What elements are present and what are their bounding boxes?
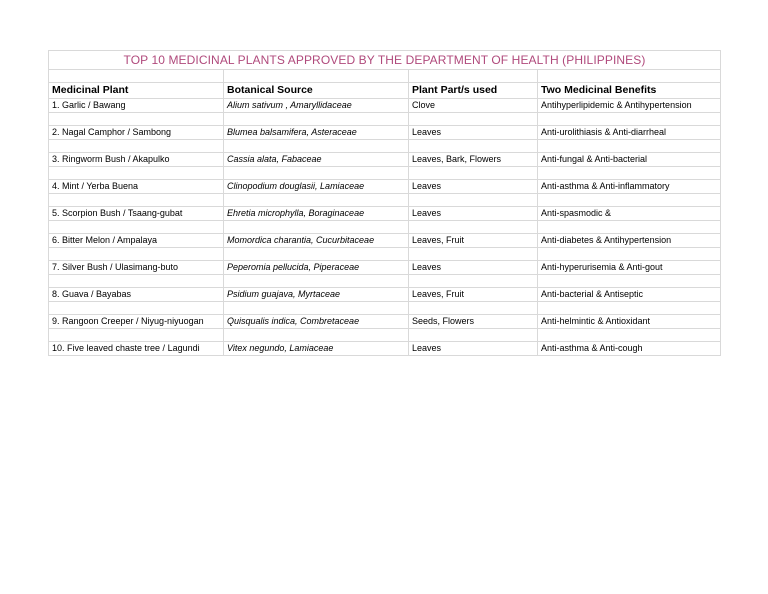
empty-cell[interactable] xyxy=(538,302,721,315)
plant-part-cell[interactable]: Leaves xyxy=(409,342,538,356)
empty-cell[interactable] xyxy=(538,194,721,207)
empty-cell[interactable] xyxy=(409,113,538,126)
table-row xyxy=(49,234,721,248)
header-row xyxy=(49,83,721,99)
spacer-row xyxy=(49,302,721,315)
plant-part-cell[interactable]: Leaves xyxy=(409,180,538,194)
benefits-cell[interactable]: Anti-urolithiasis & Anti-diarrheal xyxy=(538,126,721,140)
empty-cell[interactable] xyxy=(538,140,721,153)
sheet-title: TOP 10 MEDICINAL PLANTS APPROVED BY THE DEPARTMENT OF HEALTH (PHILIPPINES) xyxy=(49,51,721,70)
empty-cell[interactable] xyxy=(224,248,409,261)
empty-cell[interactable] xyxy=(538,113,721,126)
plant-part-cell[interactable]: Leaves, Bark, Flowers xyxy=(409,153,538,167)
empty-cell[interactable] xyxy=(49,221,224,234)
spacer-row xyxy=(49,113,721,126)
table-row xyxy=(49,126,721,140)
plant-part-cell[interactable]: Leaves, Fruit xyxy=(409,288,538,302)
plant-part-cell[interactable]: Leaves xyxy=(409,207,538,221)
header-benefits[interactable]: Two Medicinal Benefits xyxy=(538,83,721,99)
header-plant-part[interactable]: Plant Part/s used xyxy=(409,83,538,99)
empty-cell[interactable] xyxy=(409,140,538,153)
empty-cell[interactable] xyxy=(49,248,224,261)
empty-cell[interactable] xyxy=(49,167,224,180)
empty-cell[interactable] xyxy=(224,221,409,234)
empty-cell[interactable] xyxy=(409,70,538,83)
empty-cell[interactable] xyxy=(224,329,409,342)
benefits-cell[interactable]: Anti-fungal & Anti-bacterial xyxy=(538,153,721,167)
empty-cell[interactable] xyxy=(224,113,409,126)
table-row xyxy=(49,99,721,113)
empty-cell[interactable] xyxy=(49,275,224,288)
empty-cell[interactable] xyxy=(538,221,721,234)
empty-cell[interactable] xyxy=(409,167,538,180)
empty-cell[interactable] xyxy=(224,275,409,288)
spacer-row xyxy=(49,70,721,83)
botanical-source-cell[interactable]: Quisqualis indica, Combretaceae xyxy=(224,315,409,329)
empty-cell[interactable] xyxy=(49,70,224,83)
table-row xyxy=(49,315,721,329)
benefits-cell[interactable]: Anti-asthma & Anti-cough xyxy=(538,342,721,356)
header-botanical-source[interactable]: Botanical Source xyxy=(224,83,409,99)
botanical-source-cell[interactable]: Peperomia pellucida, Piperaceae xyxy=(224,261,409,275)
plant-name-cell[interactable]: 10. Five leaved chaste tree / Lagundi xyxy=(49,342,224,356)
empty-cell[interactable] xyxy=(49,329,224,342)
botanical-source-cell[interactable]: Ehretia microphylla, Boraginaceae xyxy=(224,207,409,221)
spacer-row xyxy=(49,329,721,342)
benefits-cell[interactable]: Anti-hyperurisemia & Anti-gout xyxy=(538,261,721,275)
plant-name-cell[interactable]: 7. Silver Bush / Ulasimang-buto xyxy=(49,261,224,275)
benefits-cell[interactable]: Anti-bacterial & Antiseptic xyxy=(538,288,721,302)
spacer-row xyxy=(49,248,721,261)
botanical-source-cell[interactable]: Alium sativum , Amaryllidaceae xyxy=(224,99,409,113)
empty-cell[interactable] xyxy=(224,302,409,315)
botanical-source-cell[interactable]: Vitex negundo, Lamiaceae xyxy=(224,342,409,356)
empty-cell[interactable] xyxy=(224,70,409,83)
plant-name-cell[interactable]: 3. Ringworm Bush / Akapulko xyxy=(49,153,224,167)
empty-cell[interactable] xyxy=(409,194,538,207)
title-row xyxy=(49,51,721,70)
spacer-row xyxy=(49,194,721,207)
spreadsheet-table xyxy=(48,50,721,356)
plant-part-cell[interactable]: Clove xyxy=(409,99,538,113)
botanical-source-cell[interactable]: Momordica charantia, Cucurbitaceae xyxy=(224,234,409,248)
botanical-source-cell[interactable]: Cassia alata, Fabaceae xyxy=(224,153,409,167)
empty-cell[interactable] xyxy=(538,275,721,288)
benefits-cell[interactable]: Anti-diabetes & Antihypertension xyxy=(538,234,721,248)
plant-part-cell[interactable]: Seeds, Flowers xyxy=(409,315,538,329)
empty-cell[interactable] xyxy=(538,329,721,342)
table-row xyxy=(49,342,721,356)
botanical-source-cell[interactable]: Blumea balsamifera, Asteraceae xyxy=(224,126,409,140)
empty-cell[interactable] xyxy=(224,194,409,207)
empty-cell[interactable] xyxy=(49,194,224,207)
spacer-row xyxy=(49,221,721,234)
spacer-row xyxy=(49,275,721,288)
empty-cell[interactable] xyxy=(49,140,224,153)
empty-cell[interactable] xyxy=(409,329,538,342)
empty-cell[interactable] xyxy=(409,275,538,288)
benefits-cell[interactable]: Anti-asthma & Anti-inflammatory xyxy=(538,180,721,194)
plant-name-cell[interactable]: 2. Nagal Camphor / Sambong xyxy=(49,126,224,140)
plant-name-cell[interactable]: 4. Mint / Yerba Buena xyxy=(49,180,224,194)
plant-part-cell[interactable]: Leaves xyxy=(409,261,538,275)
empty-cell[interactable] xyxy=(224,140,409,153)
benefits-cell[interactable]: Anti-helmintic & Antioxidant xyxy=(538,315,721,329)
empty-cell[interactable] xyxy=(409,302,538,315)
plant-part-cell[interactable]: Leaves xyxy=(409,126,538,140)
plant-part-cell[interactable]: Leaves, Fruit xyxy=(409,234,538,248)
table-row xyxy=(49,180,721,194)
spacer-row xyxy=(49,167,721,180)
benefits-cell[interactable]: Anti-spasmodic & xyxy=(538,207,721,221)
empty-cell[interactable] xyxy=(409,248,538,261)
empty-cell[interactable] xyxy=(224,167,409,180)
empty-cell[interactable] xyxy=(538,248,721,261)
table-row xyxy=(49,261,721,275)
plant-name-cell[interactable]: 9. Rangoon Creeper / Niyug-niyuogan xyxy=(49,315,224,329)
table-row xyxy=(49,207,721,221)
botanical-source-cell[interactable]: Psidium guajava, Myrtaceae xyxy=(224,288,409,302)
empty-cell[interactable] xyxy=(538,70,721,83)
spacer-row xyxy=(49,140,721,153)
plant-name-cell[interactable]: 8. Guava / Bayabas xyxy=(49,288,224,302)
empty-cell[interactable] xyxy=(49,113,224,126)
empty-cell[interactable] xyxy=(409,221,538,234)
header-medicinal-plant[interactable]: Medicinal Plant xyxy=(49,83,224,99)
empty-cell[interactable] xyxy=(538,167,721,180)
table-row xyxy=(49,288,721,302)
table-row xyxy=(49,153,721,167)
botanical-source-cell[interactable]: Clinopodium douglasii, Lamiaceae xyxy=(224,180,409,194)
empty-cell[interactable] xyxy=(49,302,224,315)
plant-name-cell[interactable]: 6. Bitter Melon / Ampalaya xyxy=(49,234,224,248)
plant-name-cell[interactable]: 1. Garlic / Bawang xyxy=(49,99,224,113)
benefits-cell[interactable]: Antihyperlipidemic & Antihypertension xyxy=(538,99,721,113)
plant-name-cell[interactable]: 5. Scorpion Bush / Tsaang-gubat xyxy=(49,207,224,221)
